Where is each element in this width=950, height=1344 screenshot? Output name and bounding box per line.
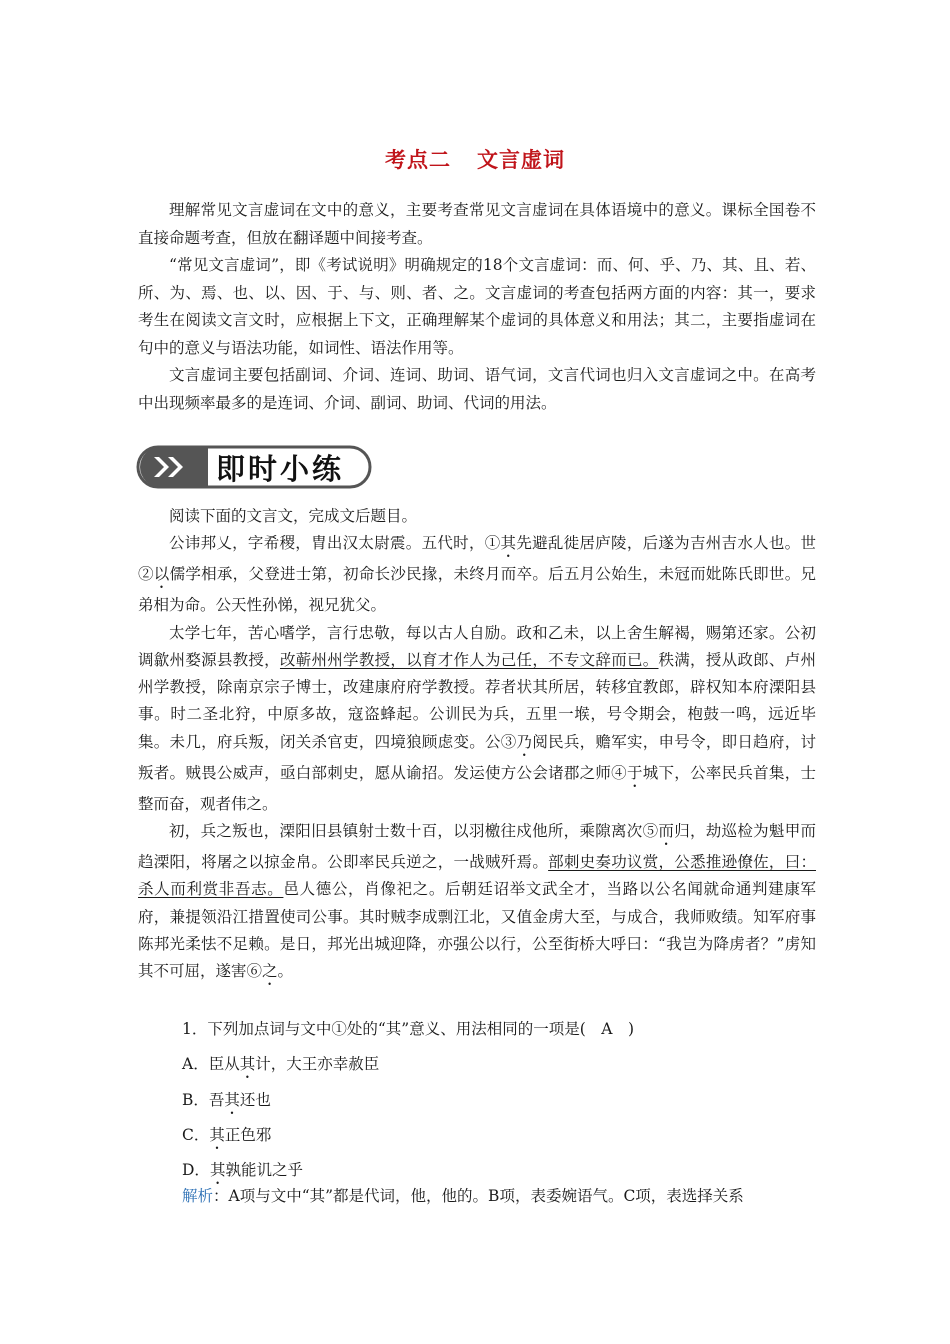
intro-paragraph-1: 理解常见文言虚词在文中的意义，主要考查常见文言虚词在具体语境中的意义。课标全国卷不直接命题考查，但放在翻译题中间接考查。 (138, 201, 816, 247)
dotted-word-5: 而 (658, 822, 675, 841)
section-title-number: 考点二 (385, 147, 451, 172)
dotted-word-3: 乃 (516, 732, 533, 751)
section-title (0, 144, 950, 174)
passage-paragraph-2: 太学七年，苦心嗜学，言行忠敬，每以古人自励。政和乙未，以上舍生解褐，赐第还家。公初调歙州婺源县教授，改蕲州州学教授，以育才作人为己任，不专文辞而已。秩满，授从政郎、卢州州学教授，除南京宗子博士，改建康府府学教授。荐者状其所居，转移宜教郎，辟权知本府溧阳县事。时二圣北狩，中原多故，寇盗蜂起。公训民为兵，五里一堠，号令期会，枹鼓一鸣，远近毕集。未几，府兵叛，闭关杀官吏，四境狼顾虑变。公③乃阅民兵，赡军实，申号令，即日趋府，讨叛者。贼畏公威声，亟白部刺史，愿从谕招。发运使方公会诸郡之师④于城下，公率民兵首集，士整而奋，观者伟之。 (138, 623, 816, 813)
passage-instruction: 阅读下面的文言文，完成文后题目。 (169, 507, 418, 525)
dotted-word-1: 其 (500, 534, 517, 553)
option-c: C．其正色邪 (182, 1125, 272, 1144)
dotted-word-6: 之 (262, 962, 278, 981)
passage-paragraph-1: 公讳邦乂，字希稷，胄出汉太尉震。五代时，①其先避乱徙居庐陵，后遂为吉州吉水人也。世②以儒学相承，父登进士第，初命长沙民掾，未终月而卒。后五月公始生，未冠而妣陈氏即世。兄弟相为命。公天性孙悌，视兄犹父。 (138, 534, 816, 615)
analysis-label: 解析 (182, 1187, 214, 1205)
question-stem: 1．下列加点词与文中①处的“其”意义、用法相同的一项是( A ) (182, 1020, 634, 1038)
question-1 (160, 1012, 816, 1188)
option-b: B．吾其还也 (182, 1090, 271, 1109)
intro-paragraph-3: 文言虚词主要包括副词、介词、连词、助词、语气词，文言代词也归入文言虚词之中。在高考中出现频率最多的是连词、介词、副词、助词、代词的用法。 (138, 366, 816, 412)
section-title-topic: 文言虚词 (477, 147, 565, 172)
underlined-sentence-1: 改蕲州州学教授，以育才作人为己任，不专文辞而已。 (279, 650, 659, 669)
intro-section (138, 197, 816, 417)
option-d: D．其孰能讥之乎 (182, 1161, 303, 1180)
answer-analysis (182, 1183, 818, 1210)
analysis-text: ：A项与文中“其”都是代词，他，他的。B项，表委婉语气。C项，表选择关系 (213, 1187, 744, 1205)
passage-section (138, 503, 816, 989)
dotted-word-4: 于 (626, 763, 643, 782)
underlined-sentence-2: 部刺史奏功议赏，公悉推逊僚佐，曰：杀人而利赏非吾志。 (138, 853, 816, 899)
dotted-word-2: 以 (153, 565, 170, 584)
banner-label: 即时小练 (216, 452, 345, 486)
practice-banner (136, 443, 372, 491)
option-a: A．臣从其计，大王亦幸赦臣 (182, 1055, 380, 1074)
passage-paragraph-3: 初，兵之叛也，溧阳旧县镇射士数十百，以羽檄往戍他所，乘隙离次⑤而归，劫巡检为魁甲而趋溧阳，将屠之以掠金帛。公即率民兵逆之，一战贼歼焉。部刺史奏功议赏，公悉推逊僚佐，曰：杀人而利赏非吾志。邑人德公，肖像祀之。后朝廷诏举文武全才，当路以公名闻就命通判建康军府，兼提领沿江措置使司公事。其时贼李成剽江北，又值金虏大至，与成合，我师败绩。知军府事陈邦光柔怯不足赖。是日，邦光出城迎降，亦强公以行，公至街桥大呼曰：“我岂为降虏者？”虏知其不可屈，遂害⑥之。 (138, 822, 816, 981)
intro-paragraph-2: “常见文言虚词”，即《考试说明》明确规定的18个文言虚词：而、何、乎、乃、其、且、若、所、为、焉、也、以、因、于、与、则、者、之。文言虚词的考查包括两方面的内容：其一，要求考生在阅读文言文时，应根据上下文，正确理解某个虚词的具体意义和用法；其二，主要指虚词在句中的意义与语法功能，如词性、语法作用等。 (138, 256, 816, 357)
